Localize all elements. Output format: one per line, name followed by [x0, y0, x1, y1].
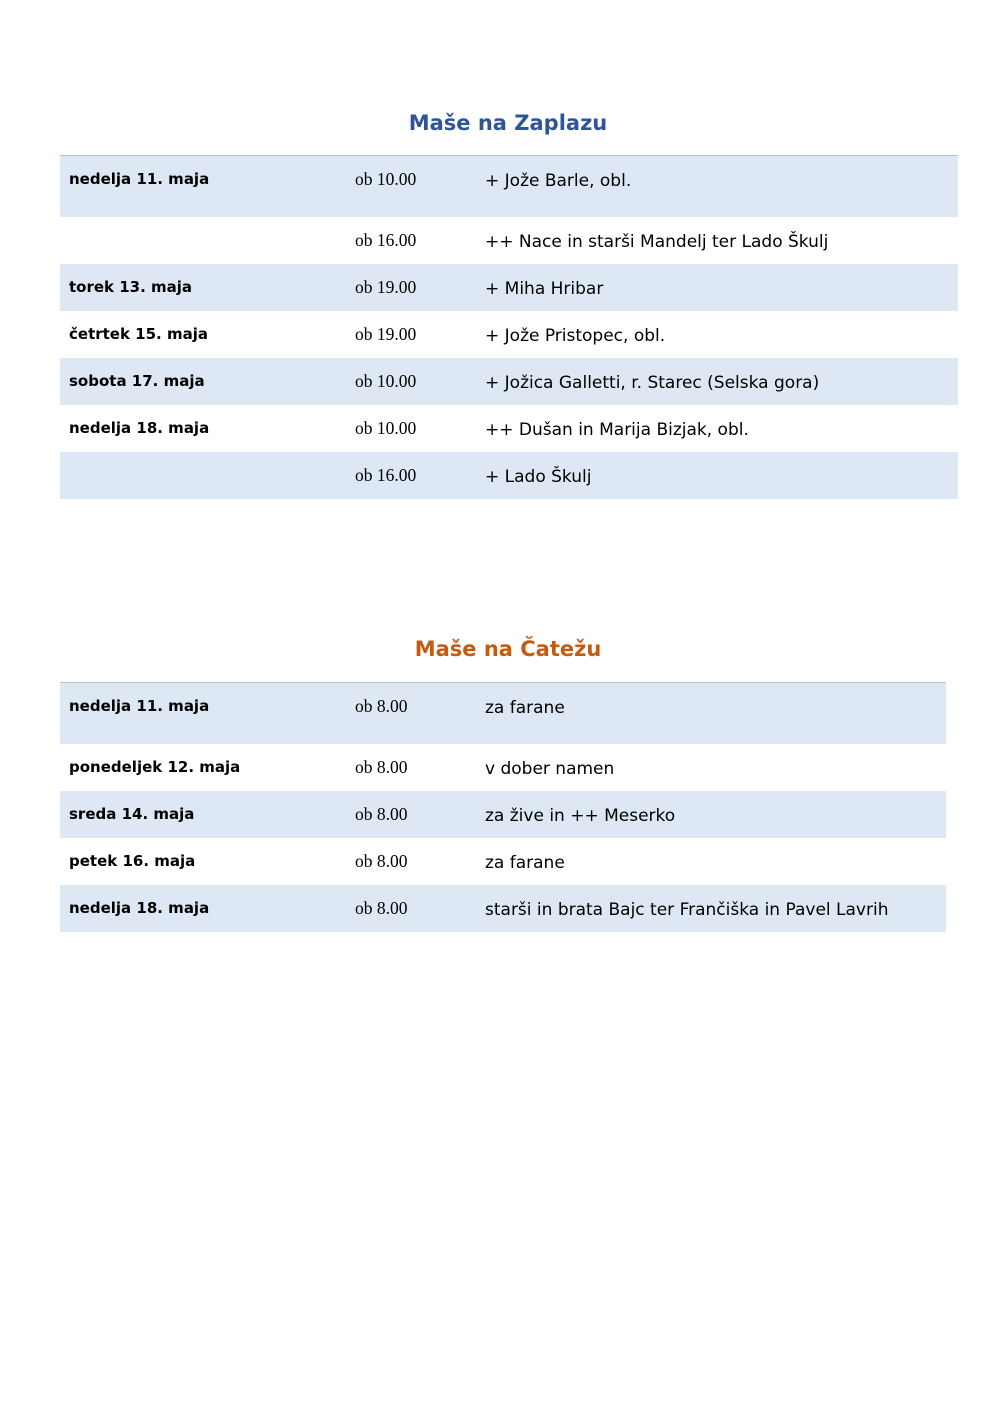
table-row [60, 838, 946, 885]
time-cell: ob 8.00 [355, 885, 485, 932]
time-cell: ob 16.00 [355, 452, 485, 499]
time-cell: ob 10.00 [355, 418, 417, 438]
day-cell: sreda 14. maja [60, 791, 355, 838]
table-row [60, 358, 958, 405]
intention-cell: za žive in ++ Meserko [485, 791, 946, 838]
zaplaz-mass-table [60, 155, 958, 499]
intention-cell: + Jožica Galletti, r. Starec (Selska gora) [485, 358, 958, 405]
day-cell [60, 452, 355, 499]
day-cell: sobota 17. maja [60, 358, 355, 405]
day-cell: nedelja 11. maja [60, 683, 355, 745]
day-cell [60, 217, 355, 264]
intention-cell: ++ Nace in starši Mandelj ter Lado Škulj [485, 232, 829, 252]
table-row [60, 405, 958, 452]
catez-title: Maše na Čatežu [414, 637, 602, 661]
day-cell: petek 16. maja [69, 852, 196, 870]
time-cell: ob 8.00 [355, 683, 485, 745]
intention-cell: za farane [485, 683, 946, 745]
intention-cell: starši in brata Bajc ter Frančiška in Pavel Lavrih [485, 885, 946, 932]
table-row [60, 156, 958, 218]
time-cell: ob 16.00 [355, 230, 417, 250]
intention-cell: ++ Dušan in Marija Bizjak, obl. [485, 420, 749, 440]
time-cell: ob 8.00 [355, 757, 408, 777]
time-cell: ob 8.00 [355, 851, 408, 871]
intention-cell: + Lado Škulj [485, 452, 958, 499]
catez-mass-table [60, 682, 946, 932]
table-row [60, 683, 946, 745]
day-cell: nedelja 18. maja [60, 885, 355, 932]
day-cell: nedelja 18. maja [69, 419, 210, 437]
table-row [60, 311, 958, 358]
intention-cell: + Jože Pristopec, obl. [485, 326, 666, 346]
day-cell: ponedeljek 12. maja [69, 758, 241, 776]
table-row [60, 791, 946, 838]
day-cell: četrtek 15. maja [69, 325, 208, 343]
table-row [60, 744, 946, 791]
table-row [60, 264, 958, 311]
table-row [60, 217, 958, 264]
time-cell: ob 10.00 [355, 358, 485, 405]
time-cell: ob 19.00 [355, 264, 485, 311]
zaplaz-title: Maše na Zaplazu [408, 111, 608, 135]
intention-cell: + Miha Hribar [485, 264, 958, 311]
table-row [60, 452, 958, 499]
intention-cell: za farane [485, 853, 565, 873]
time-cell: ob 10.00 [355, 156, 485, 218]
time-cell: ob 8.00 [355, 791, 485, 838]
intention-cell: + Jože Barle, obl. [485, 156, 958, 218]
day-cell: nedelja 11. maja [60, 156, 355, 218]
table-row [60, 885, 946, 932]
day-cell: torek 13. maja [60, 264, 355, 311]
time-cell: ob 19.00 [355, 324, 417, 344]
intention-cell: v dober namen [485, 759, 615, 779]
